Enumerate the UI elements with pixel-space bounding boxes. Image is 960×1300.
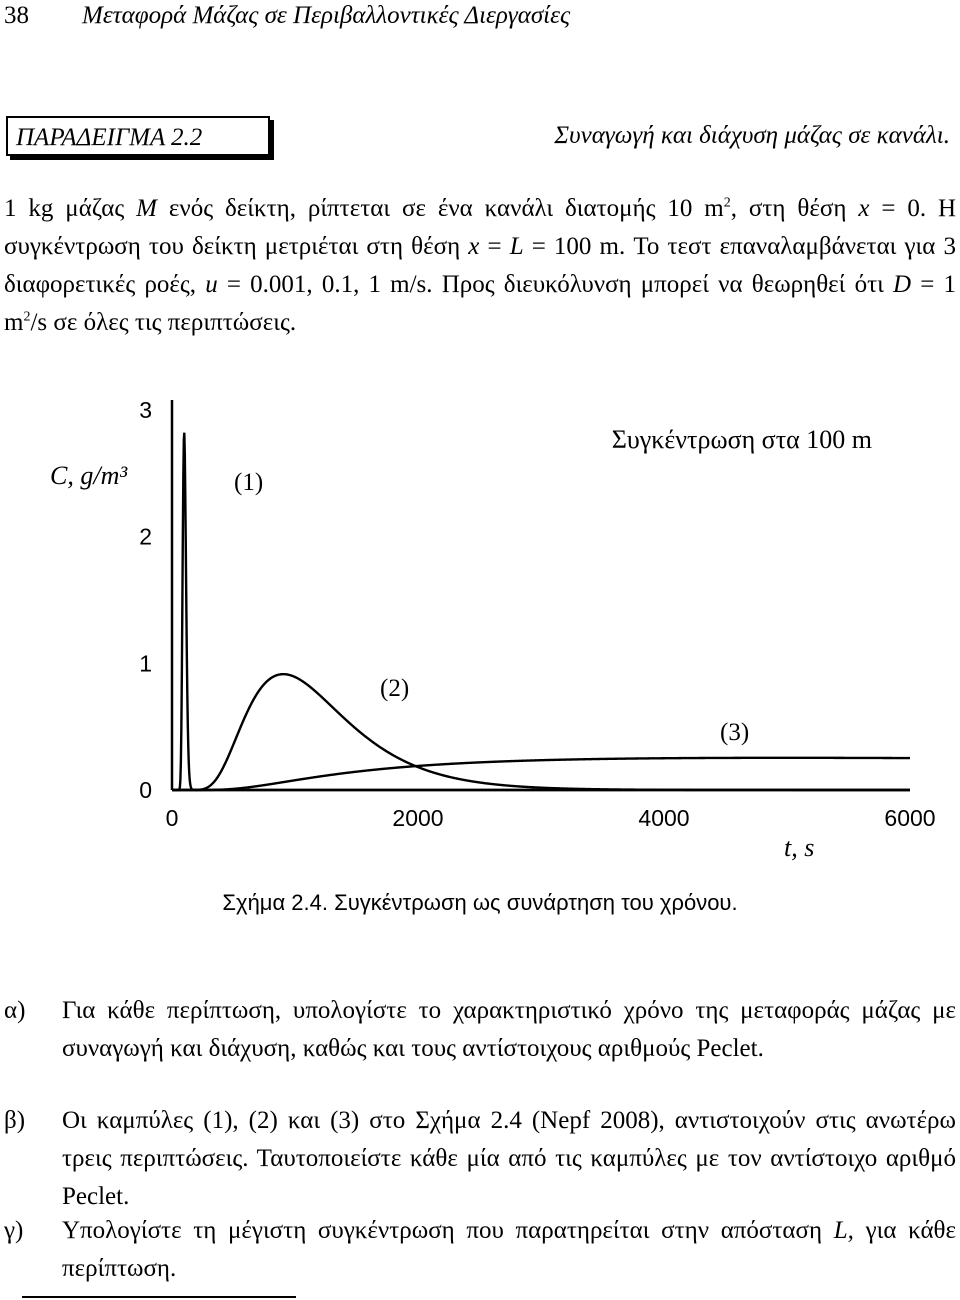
y-tick-label: 0 bbox=[139, 777, 152, 803]
var-M: M bbox=[136, 195, 157, 222]
footnote-rule bbox=[22, 1296, 296, 1298]
example-label-box bbox=[6, 116, 270, 156]
question-label: β) bbox=[4, 1107, 26, 1134]
question-a bbox=[0, 992, 960, 1072]
problem-text: /s σε όλες τις περιπτώσεις. bbox=[30, 309, 297, 336]
problem-statement bbox=[4, 190, 956, 342]
question-c bbox=[0, 1212, 960, 1292]
x-tick-label: 6000 bbox=[884, 805, 936, 831]
example-label: ΠΑΡΑΔΕΙΓΜΑ 2.2 bbox=[16, 124, 203, 151]
problem-text: , στη θέση bbox=[730, 195, 847, 222]
y-tick-label: 2 bbox=[139, 523, 152, 550]
superscript: 2 bbox=[23, 309, 31, 325]
problem-text: = 100 m. Το τεστ επαναλαμβάνεται για 3 διαφορετικές ροές, bbox=[4, 233, 956, 298]
running-header-title: Μεταφορά Μάζας σε Περιβαλλοντικές Διεργασίες bbox=[82, 2, 571, 29]
problem-text: = 0.001, 0.1, 1 m/s. Προς διευκόλυνση μπορεί να θεωρηθεί ότι bbox=[226, 271, 884, 298]
problem-text: = bbox=[487, 233, 502, 260]
figure-caption: Σχήμα 2.4. Συγκέντρωση ως συνάρτηση του χρόνου. bbox=[222, 890, 738, 915]
question-text-part: για κάθε περίπτωση. bbox=[62, 1217, 957, 1282]
series-label: (1) bbox=[234, 469, 264, 496]
concentration-chart bbox=[38, 390, 936, 870]
chart-title: Συγκέντρωση στα 100 m bbox=[611, 425, 872, 454]
x-tick-label: 4000 bbox=[638, 805, 690, 831]
var-x: x bbox=[468, 233, 480, 260]
question-text: Οι καμπύλες (1), (2) και (3) στο Σχήμα 2.4 (Nepf 2008), αντιστοιχούν στις ανωτέρω τρεις περιπτώσεις. Ταυτοποιείστε κάθε μία από τις καμπύλες με τον αντίστοιχο αριθμό Peclet. bbox=[62, 1107, 956, 1210]
problem-text: = 0. Η συγκέντρωση του δείκτη μετριέται στη θέση bbox=[4, 195, 957, 260]
problem-text: = 1 m bbox=[4, 271, 957, 336]
question-text: Για κάθε περίπτωση, υπολογίστε το χαρακτηριστικό χρόνο της μεταφοράς μάζας με συναγωγή και διάχυση, καθώς και τους αντίστοιχους αριθμούς Peclet. bbox=[62, 997, 956, 1062]
question-b bbox=[0, 1102, 960, 1210]
example-subtitle: Συναγωγή και διάχυση μάζας σε κανάλι. bbox=[554, 122, 950, 149]
var-L: L bbox=[509, 233, 524, 260]
var-u: u bbox=[205, 271, 218, 298]
question-text bbox=[62, 1212, 956, 1288]
var-L: L, bbox=[833, 1217, 854, 1244]
series-label: (3) bbox=[720, 719, 750, 746]
superscript: 2 bbox=[723, 195, 731, 211]
question-text-part: Υπολογίστε τη μέγιστη συγκέντρωση που παρατηρείται στην απόσταση bbox=[62, 1217, 823, 1244]
x-tick-label: 2000 bbox=[392, 805, 444, 831]
y-tick-label: 1 bbox=[139, 650, 152, 677]
series-label: (2) bbox=[380, 675, 410, 702]
question-label: α) bbox=[4, 997, 26, 1024]
var-x: x bbox=[858, 195, 870, 222]
y-axis-label: C, g/m³ bbox=[50, 461, 128, 490]
page-number: 38 bbox=[4, 2, 29, 29]
question-label: γ) bbox=[4, 1217, 24, 1244]
x-tick-label: 0 bbox=[165, 805, 179, 831]
var-D: D bbox=[893, 271, 912, 298]
problem-text: ενός δείκτη, ρίπτεται σε ένα κανάλι διατομής 10 m bbox=[168, 195, 724, 222]
x-axis-label: t, s bbox=[784, 833, 815, 862]
problem-text: 1 kg μάζας bbox=[4, 195, 125, 222]
y-tick-label: 3 bbox=[139, 397, 152, 423]
